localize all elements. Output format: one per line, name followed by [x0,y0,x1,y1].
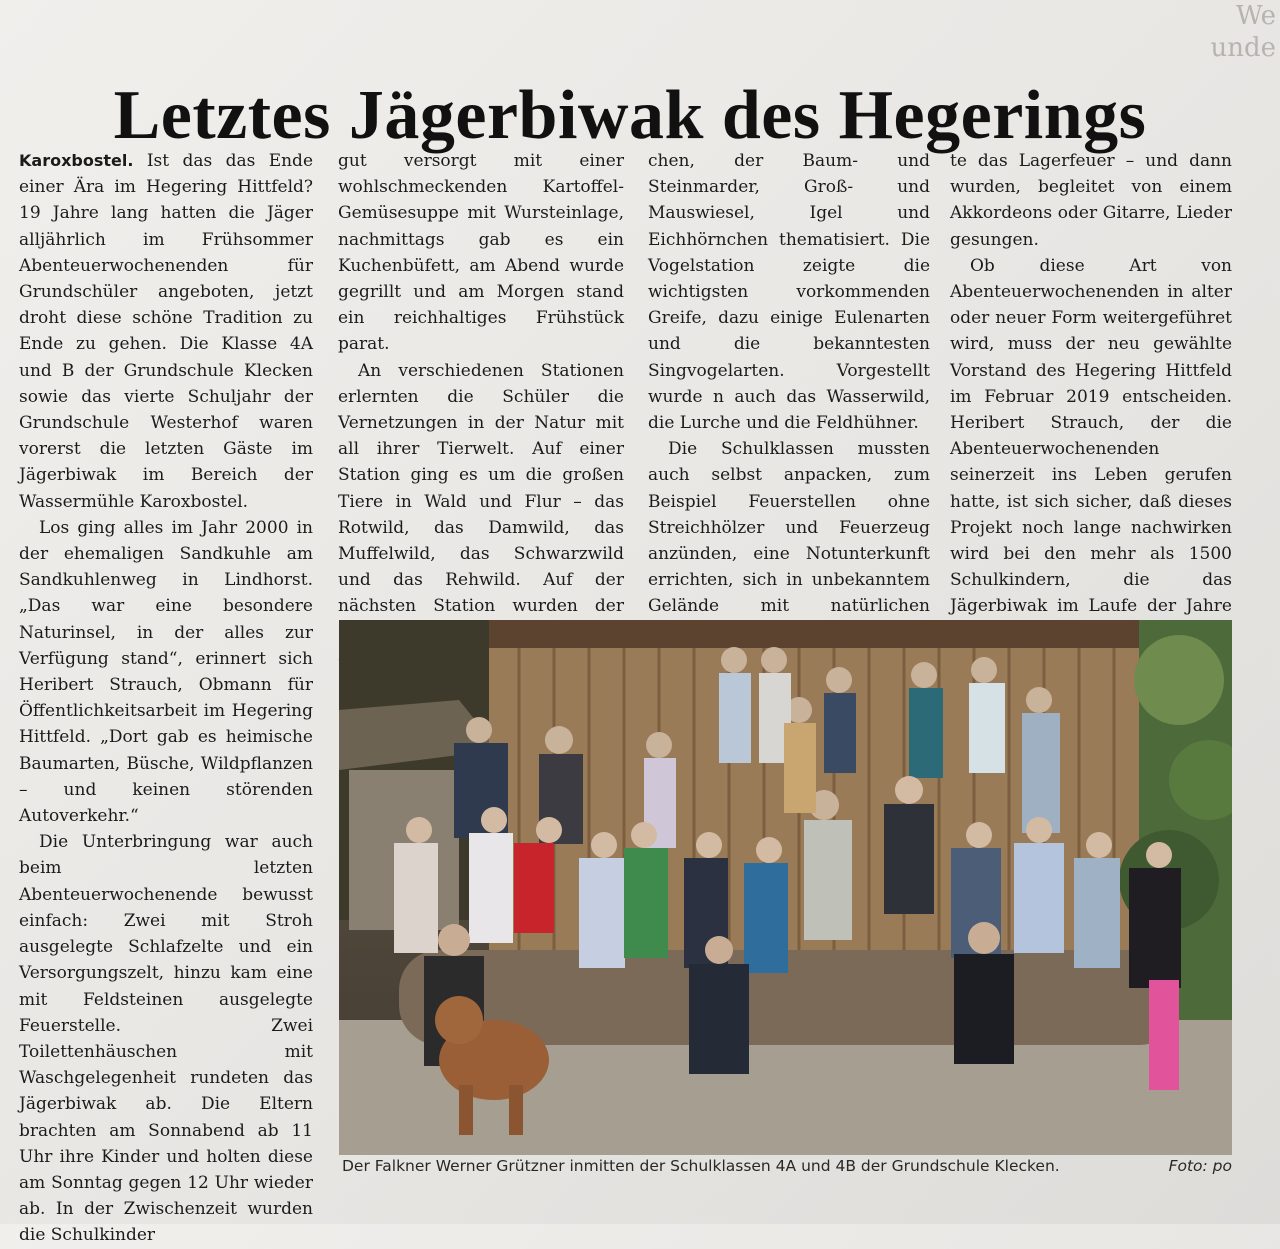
headline: Letztes Jägerbiwak des Hegerings [113,76,1147,154]
group-photo-illustration [339,620,1232,1155]
paragraph: An verschiedenen Stationen erlernten die Schüler die Vernetzungen in der Natur mit all ihrer Tierwelt. Auf einer Station ging es um die großen Tiere in Wald und Flur – das Rotwild, das Damwild, das Muffelwild, das Schwarzwild und das Rehwild. Auf der nächsten Station wurden der [338,360,624,617]
photo-credit: Foto: po [1168,1157,1232,1175]
adjacent-page-scrap: We unde [1210,1,1276,63]
paragraph: chen, der Baum- und Steinmarder, Groß- und Mauswiesel, Igel und Eichhörnchen thematisiert. Die Vogelstation zeigte die wichtigsten vorkommenden Greife, dazu einige Eulenarten und die bekanntesten Singvogelarten. Vorgestellt wurde n auch das Wasserwild, die Lurche und die Feldhühner. [648,151,930,434]
paragraph: Die Schulklassen mussten auch selbst anpacken, zum Beispiel Feuerstellen ohne Streichhölzer und Feuerzeug anzünden, eine Notunterkunft errichten, sich in unbekanntem Gelände mit natürlichen [648,439,930,617]
paragraph: te das Lagerfeuer – und dann wurden, begleitet von einem Akkordeons oder Gitarre, Lieder gesungen. [950,151,1232,250]
article-column-4 [950,148,1232,646]
caption-text: Der Falkner Werner Grützner inmitten der Schulklassen 4A und 4B der Grundschule Klecken. [342,1157,1060,1175]
article-column-3 [648,148,930,672]
paragraph [950,253,1232,646]
paragraph-text: Ob diese Art von Abenteuerwochenenden in alter oder neuer Form weitergeführet wird, muss der neu gewählte Vorstand des Hegering Hittfeld im Februar 2019 entscheiden. Heribert Strauch, der die Abenteuerwochenenden seinerzeit ins Leben gerufen hatte, ist sich sicher, daß dieses Projekt noch lange nachwirken wird bei den mehr als 1500 Schulkindern, die das Jägerbiwak im Laufe der Jahre [950,255,1232,617]
paragraph-text: Ist das das Ende einer Ära im Hegering Hittfeld? 19 Jahre lang hatten die Jäger alljährlich im Frühsommer Abenteuerwochenenden für Grundschüler angeboten, jetzt droht diese schöne Tradition zu Ende zu gehen. Die Klasse 4A und B der Grundschule Klecken sowie das vierte Schuljahr der Grundschule Westerhof waren vorerst die letzten Gäste im Jägerbiwak im Bereich der Wassermühle Karoxbostel. [19,151,313,512]
photo-caption [342,1155,1232,1179]
paragraph: gut versorgt mit einer wohlschmeckenden Kartoffel-Gemüsesuppe mit Wursteinlage, nachmittags gab es ein Kuchenbüfett, am Abend wurde gegrillt und am Morgen stand ein reichhaltiges Frühstück parat. [338,151,624,355]
article-column-1 [19,148,313,1249]
dateline: Karoxbostel. [19,151,134,170]
group-photo [339,620,1232,1155]
paragraph: Los ging alles im Jahr 2000 in der ehemaligen Sandkuhle am Sandkuhlenweg in Lindhorst. „Das war eine besondere Naturinsel, in der alles zur Verfügung stand“, erinnert sich Heribert Strauch, Obmann für Öffentlichkeitsarbeit im Hegering Hittfeld. „Dort gab es heimische Baumarten, Büsche, Wildpflanzen – und keinen störenden Autoverkehr.“ [19,517,313,827]
paragraph: Die Unterbringung war auch beim letzten Abenteuerwochenende bewusst einfach: Zwei mit Stroh ausgelegte Schlafzelte und ein Versorgungszelt, hinzu kam eine mit Feldsteinen ausgelegte Feuerstelle. Zwei Toilettenhäuschen mit Waschgelegenheit rundeten das Jägerbiwak ab. Die Eltern brachten am Sonnabend ab 11 Uhr ihre Kinder und holten diese am Sonntag gegen 12 Uhr wieder ab. In der Zwischenzeit wurden die Schulkinder [19,832,313,1246]
article-column-2 [338,148,624,672]
paragraph [19,148,313,515]
